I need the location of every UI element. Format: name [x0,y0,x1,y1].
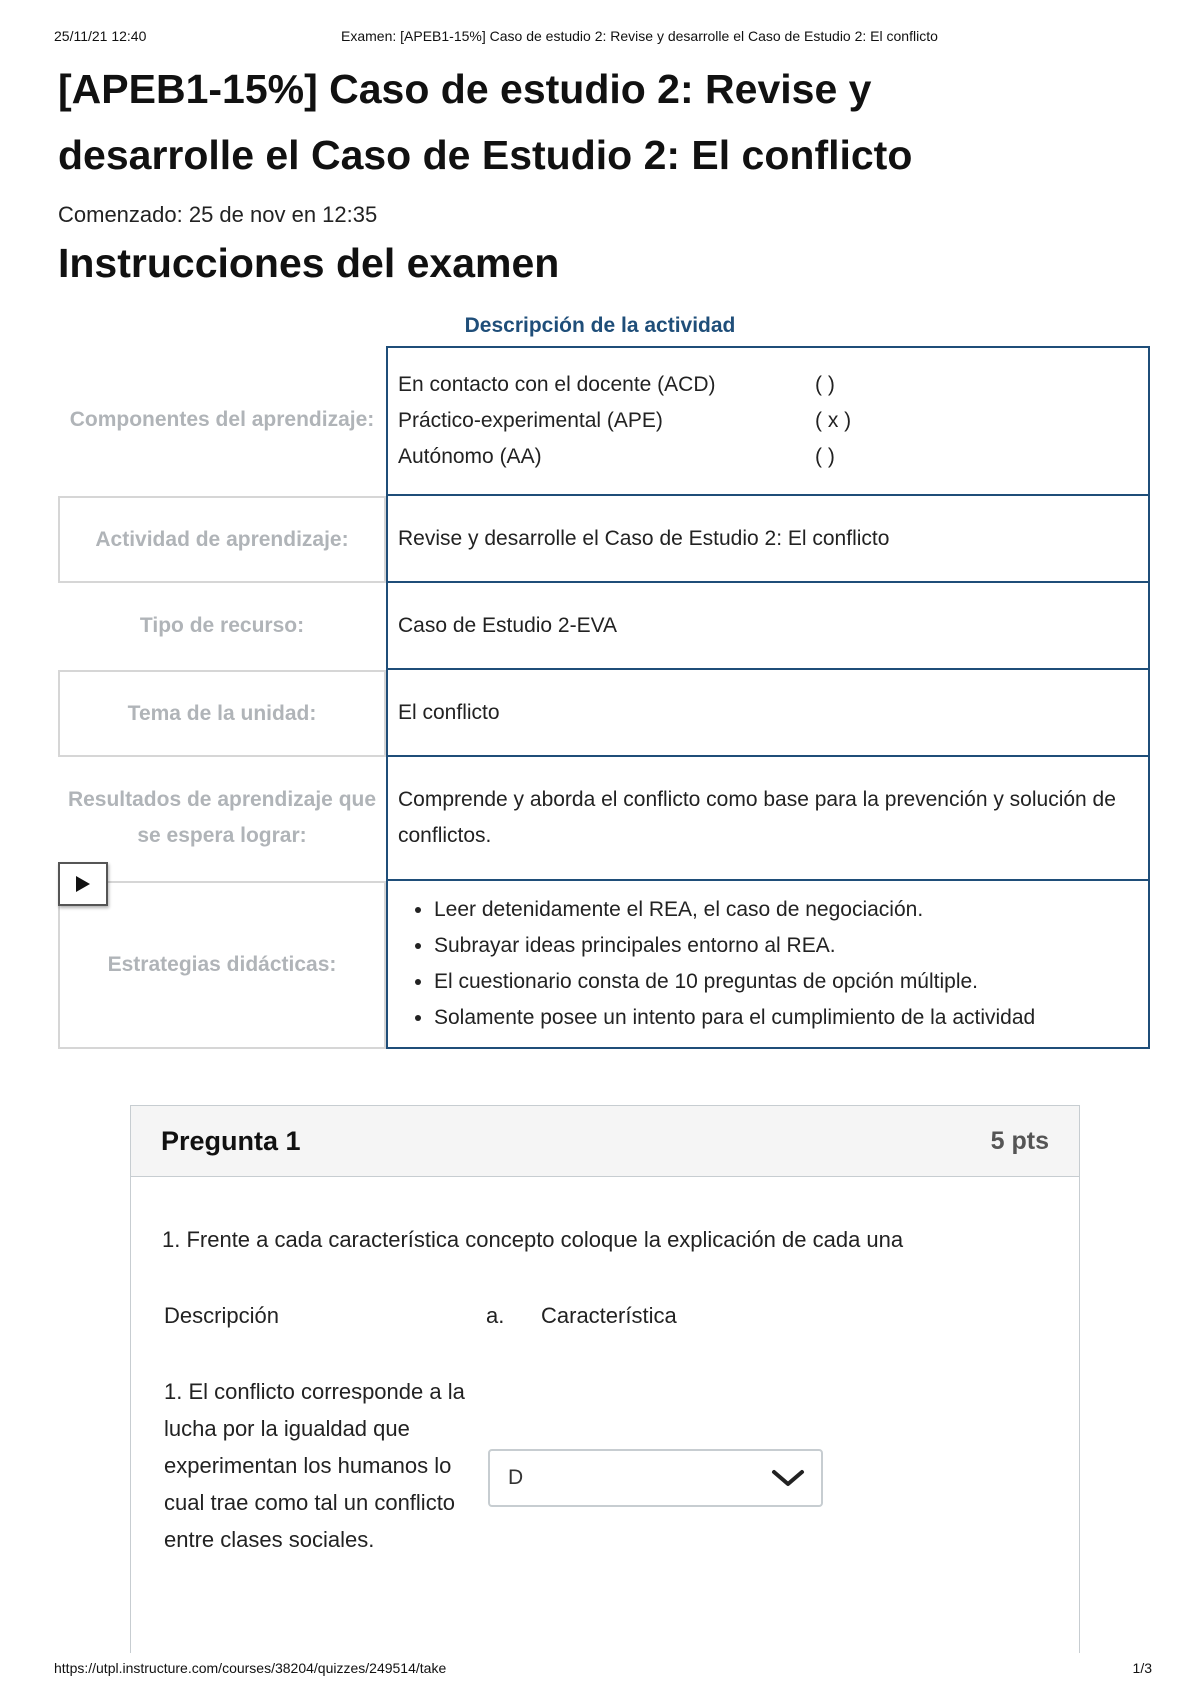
selected-answer: D [508,1466,524,1489]
column-letter: a. [486,1303,505,1328]
page-title: [APEB1-15%] Caso de estudio 2: Revise y desarrolle el Caso de Estudio 2: El conflicto [58,66,913,178]
question-points: 5 pts [990,1126,1049,1155]
list-item: • Subrayar ideas principales entorno al REA. [434,928,1035,964]
component-item [398,367,851,403]
component-item [398,403,851,439]
print-header [54,28,1152,48]
print-footer [54,1660,1152,1680]
row-components [58,346,1150,496]
component-name: Autónomo (AA) [398,445,542,468]
print-document-title: Examen: [APEB1-15%] Caso de estudio 2: Revise y desarrolle el Caso de Estudio 2: El conflicto [341,28,938,44]
component-mark: ( ) [815,445,835,468]
play-icon [76,876,90,892]
row-label: Estrategias didácticas: [58,881,386,1049]
question-header [131,1106,1079,1177]
component-mark: ( x ) [815,409,852,432]
answer-select[interactable] [488,1449,823,1507]
component-item [398,439,851,475]
column-characteristic: Característica [541,1303,677,1328]
page-url: https://utpl.instructure.com/courses/38204/quizzes/249514/take [54,1660,447,1676]
print-datetime: 25/11/21 12:40 [54,28,147,44]
component-name: En contacto con el docente (ACD) [398,373,716,396]
row-label: Resultados de aprendizaje que se espera lograr: [67,788,377,847]
row-value: Revise y desarrolle el Caso de Estudio 2: El conflicto [386,496,1150,583]
question-card [130,1105,1080,1653]
question-prompt: 1. Frente a cada característica concepto coloque la explicación de cada una [162,1227,904,1252]
row-label: Tipo de recurso: [139,613,305,637]
table-caption: Descripción de la actividad [464,314,736,337]
row-label: Actividad de aprendizaje: [58,496,386,583]
list-item: • Solamente posee un intento para el cumplimiento de la actividad [434,1000,1035,1036]
row-value: Comprende y aborda el conflicto como base para la prevención y solución de conflictos. [386,757,1150,881]
row-learning-outcomes [58,757,1150,881]
activity-table [58,346,1150,1049]
question-title: Pregunta 1 [161,1125,301,1156]
list-item: • El cuestionario consta de 10 preguntas de opción múltiple. [434,964,1035,1000]
components-cell [386,346,1150,496]
row-unit-topic [58,670,1150,757]
row-strategies [58,881,1150,1049]
row-resource-type [58,583,1150,670]
row-value: Caso de Estudio 2-EVA [386,583,1150,670]
strategy-list [398,892,1035,1036]
component-mark: ( ) [815,373,835,396]
play-button[interactable] [58,862,108,906]
column-description: Descripción [164,1303,279,1328]
row-label: Tema de la unidad: [58,670,386,757]
row-activity [58,496,1150,583]
strategies-cell [386,881,1150,1049]
list-item: • Leer detenidamente el REA, el caso de negociación. [434,892,1035,928]
row-value: El conflicto [386,670,1150,757]
page-number: 1/3 [1132,1660,1152,1676]
component-name: Práctico-experimental (APE) [398,409,663,432]
row-label: Componentes del aprendizaje: [69,408,375,431]
matching-item-text: 1. El conflicto corresponde a la lucha por la igualdad que experimentan los humanos lo cual trae como tal un conflicto entre clases sociales. [164,1379,465,1552]
instructions-heading: Instrucciones del examen [58,240,560,286]
started-timestamp: Comenzado: 25 de nov en 12:35 [58,202,378,227]
chevron-down-icon [771,1468,805,1488]
